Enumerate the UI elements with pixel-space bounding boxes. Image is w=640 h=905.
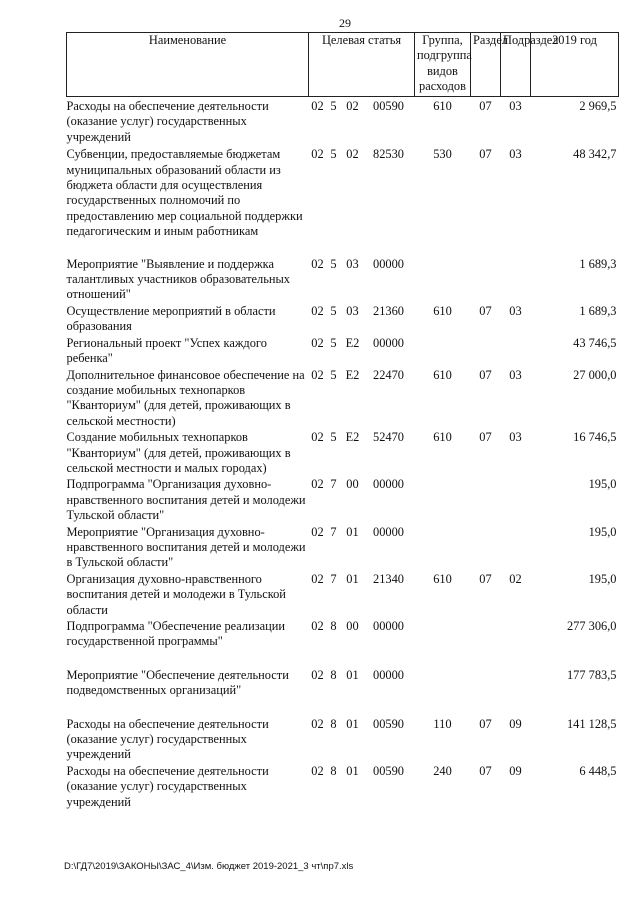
row-subsection <box>501 335 531 367</box>
code-measure: 03 <box>346 303 359 318</box>
budget-table <box>66 32 619 810</box>
row-subsection: 03 <box>509 367 522 382</box>
code-measure: 01 <box>346 667 359 682</box>
row-subsection <box>501 476 531 523</box>
row-section: 07 <box>479 763 492 778</box>
code-direction: 00000 <box>373 335 404 350</box>
row-target-article <box>309 145 415 239</box>
code-subprogram: 7 <box>330 477 337 492</box>
row-expense-group <box>415 650 471 699</box>
table-row <box>67 145 619 239</box>
row-subsection: 09 <box>509 716 522 731</box>
row-expense-group: 610 <box>433 430 452 445</box>
row-amount: 6 448,5 <box>579 763 617 778</box>
row-section <box>471 650 501 699</box>
code-direction: 82530 <box>373 147 404 162</box>
row-name: Расходы на обеспечение деятельности (оказание услуг) государственных учреждений <box>66 99 269 144</box>
table-row <box>67 97 619 146</box>
code-direction: 52470 <box>373 430 404 445</box>
code-subprogram: 7 <box>330 571 337 586</box>
code-measure: 01 <box>346 524 359 539</box>
code-direction: 21340 <box>373 571 404 586</box>
table-row <box>67 240 619 303</box>
row-name: Дополнительное финансовое обеспечение на создание мобильных технопарков "Кванториум" (для детей, проживающих в сельской местности) <box>66 367 305 428</box>
code-subprogram: 5 <box>330 256 337 271</box>
header-target-article: Целевая статья <box>309 33 415 97</box>
row-section: 07 <box>479 303 492 318</box>
row-target-article <box>309 524 415 571</box>
row-expense-group <box>415 476 471 523</box>
table-row <box>67 650 619 699</box>
table-row <box>67 303 619 335</box>
row-subsection <box>501 618 531 650</box>
row-name: Подпрограмма "Обеспечение реализации государственной программы" <box>66 619 286 649</box>
header-year-2019: 2019 год <box>531 33 619 97</box>
code-measure: E2 <box>345 335 360 350</box>
row-expense-group: 610 <box>433 99 452 113</box>
code-program: 02 <box>311 367 324 382</box>
code-direction: 00000 <box>373 619 404 633</box>
row-target-article <box>309 240 415 303</box>
row-target-article <box>309 335 415 367</box>
row-amount: 1 689,3 <box>579 256 617 271</box>
row-target-article <box>309 571 415 618</box>
row-amount: 195,0 <box>588 477 617 492</box>
code-measure: 01 <box>346 716 359 731</box>
code-measure: 03 <box>346 256 359 271</box>
row-section: 07 <box>479 430 492 445</box>
row-section: 07 <box>479 147 492 162</box>
code-program: 02 <box>311 667 324 682</box>
row-name: Подпрограмма "Организация духовно-нравственного воспитания детей и молодежи Тульской области" <box>66 477 306 523</box>
code-subprogram: 5 <box>330 303 337 318</box>
row-name: Расходы на обеспечение деятельности (оказание услуг) государственных учреждений <box>66 763 269 809</box>
row-expense-group: 110 <box>433 716 452 731</box>
code-program: 02 <box>311 335 324 350</box>
code-direction: 00000 <box>373 477 404 492</box>
header-name: Наименование <box>67 33 309 97</box>
row-expense-group: 610 <box>433 303 452 318</box>
table-row <box>67 763 619 810</box>
header-expense-group: Группа, подгруппа видов расходов <box>415 33 471 97</box>
table-row <box>67 476 619 523</box>
table-row <box>67 335 619 367</box>
code-direction: 22470 <box>373 367 404 382</box>
table-row <box>67 699 619 763</box>
row-target-article <box>309 97 415 146</box>
code-direction: 21360 <box>373 303 404 318</box>
code-direction: 00590 <box>373 763 404 778</box>
row-name: Создание мобильных технопарков "Кванториум" (для детей, проживающих в сельской местности и малых городах) <box>66 430 291 475</box>
row-section <box>471 335 501 367</box>
row-expense-group: 610 <box>433 571 452 586</box>
row-subsection: 02 <box>509 571 522 586</box>
row-target-article <box>309 303 415 335</box>
row-amount: 177 783,5 <box>566 667 617 682</box>
code-subprogram: 8 <box>330 619 337 633</box>
row-target-article <box>309 699 415 763</box>
row-section: 07 <box>479 571 492 586</box>
row-target-article <box>309 763 415 810</box>
code-subprogram: 8 <box>330 716 337 731</box>
code-subprogram: 5 <box>330 99 337 113</box>
table-row <box>67 367 619 430</box>
row-section <box>471 240 501 303</box>
code-measure: E2 <box>345 367 360 382</box>
code-program: 02 <box>311 303 324 318</box>
row-target-article <box>309 476 415 523</box>
code-program: 02 <box>311 430 324 445</box>
row-amount: 16 746,5 <box>573 430 617 445</box>
code-subprogram: 5 <box>330 335 337 350</box>
table-row <box>67 524 619 571</box>
row-expense-group <box>415 335 471 367</box>
page-number: 29 <box>339 16 351 30</box>
code-measure: 00 <box>346 619 359 633</box>
code-subprogram: 5 <box>330 430 337 445</box>
code-direction: 00590 <box>373 99 404 113</box>
row-subsection: 03 <box>509 303 522 318</box>
row-amount: 195,0 <box>588 571 617 586</box>
row-target-article <box>309 618 415 650</box>
row-expense-group: 240 <box>433 763 452 778</box>
file-path-footer: D:\ГД7\2019\ЗАКОНЫ\ЗАС_4\Изм. бюджет 2019-2021_3 чт\пр7.xls <box>64 861 354 872</box>
row-expense-group <box>415 524 471 571</box>
row-amount: 48 342,7 <box>573 147 617 162</box>
code-program: 02 <box>311 716 324 731</box>
row-subsection <box>501 650 531 699</box>
code-direction: 00000 <box>373 667 404 682</box>
row-subsection: 09 <box>509 763 522 778</box>
code-measure: 01 <box>346 571 359 586</box>
code-program: 02 <box>311 619 324 633</box>
row-name: Региональный проект "Успех каждого ребенка" <box>66 335 267 366</box>
row-name: Осуществление мероприятий в области образования <box>66 303 276 334</box>
row-expense-group: 610 <box>433 367 452 382</box>
row-expense-group <box>415 240 471 303</box>
row-target-article <box>309 429 415 476</box>
table-row <box>67 618 619 650</box>
table-row <box>67 571 619 618</box>
row-expense-group <box>415 618 471 650</box>
code-measure: 01 <box>346 763 359 778</box>
code-program: 02 <box>311 147 324 162</box>
row-name: Расходы на обеспечение деятельности (оказание услуг) государственных учреждений <box>66 716 269 762</box>
row-amount: 277 306,0 <box>566 619 617 633</box>
code-subprogram: 8 <box>330 667 337 682</box>
code-subprogram: 8 <box>330 763 337 778</box>
code-program: 02 <box>311 256 324 271</box>
code-measure: 00 <box>346 477 359 492</box>
header-subsection: Подраздел <box>501 33 531 97</box>
code-measure: 02 <box>346 147 359 162</box>
code-program: 02 <box>311 477 324 492</box>
row-subsection: 03 <box>509 99 522 113</box>
code-program: 02 <box>311 99 324 113</box>
row-target-article <box>309 650 415 699</box>
code-subprogram: 5 <box>330 367 337 382</box>
row-subsection: 03 <box>509 430 522 445</box>
row-subsection: 03 <box>509 147 522 162</box>
code-measure: E2 <box>345 430 360 445</box>
code-subprogram: 5 <box>330 147 337 162</box>
code-direction: 00000 <box>373 524 404 539</box>
row-name: Мероприятие "Обеспечение деятельности подведомственных организаций" <box>66 667 289 698</box>
row-section: 07 <box>479 367 492 382</box>
row-subsection <box>501 524 531 571</box>
row-amount: 43 746,5 <box>573 335 617 350</box>
row-name: Мероприятие "Выявление и поддержка талантливых участников образовательных отношений" <box>66 256 290 302</box>
row-section: 07 <box>479 716 492 731</box>
row-name: Мероприятие "Организация духовно-нравственного воспитания детей и молодежи в Тульской области" <box>66 524 306 570</box>
row-subsection <box>501 240 531 303</box>
row-amount: 27 000,0 <box>573 367 617 382</box>
code-measure: 02 <box>346 99 359 113</box>
table-header-row <box>67 33 619 97</box>
row-section <box>471 618 501 650</box>
row-expense-group: 530 <box>433 147 452 162</box>
code-program: 02 <box>311 763 324 778</box>
code-program: 02 <box>311 571 324 586</box>
code-direction: 00590 <box>373 716 404 731</box>
row-section <box>471 476 501 523</box>
row-amount: 1 689,3 <box>579 303 617 318</box>
row-amount: 195,0 <box>588 524 617 539</box>
row-name: Субвенции, предоставляемые бюджетам муниципальных образований области из бюджета области для осуществления государственных полномочий по предоставлению мер социальной поддержки педагогическим и иным работникам <box>66 147 303 239</box>
row-amount: 141 128,5 <box>566 716 617 731</box>
code-direction: 00000 <box>373 256 404 271</box>
table-row <box>67 429 619 476</box>
row-target-article <box>309 367 415 430</box>
code-program: 02 <box>311 524 324 539</box>
header-section: Раздел <box>471 33 501 97</box>
row-section <box>471 524 501 571</box>
row-section: 07 <box>479 99 492 113</box>
row-name: Организация духовно-нравственного воспитания детей и молодежи в Тульской области <box>66 571 286 617</box>
row-amount: 2 969,5 <box>579 99 617 113</box>
code-subprogram: 7 <box>330 524 337 539</box>
